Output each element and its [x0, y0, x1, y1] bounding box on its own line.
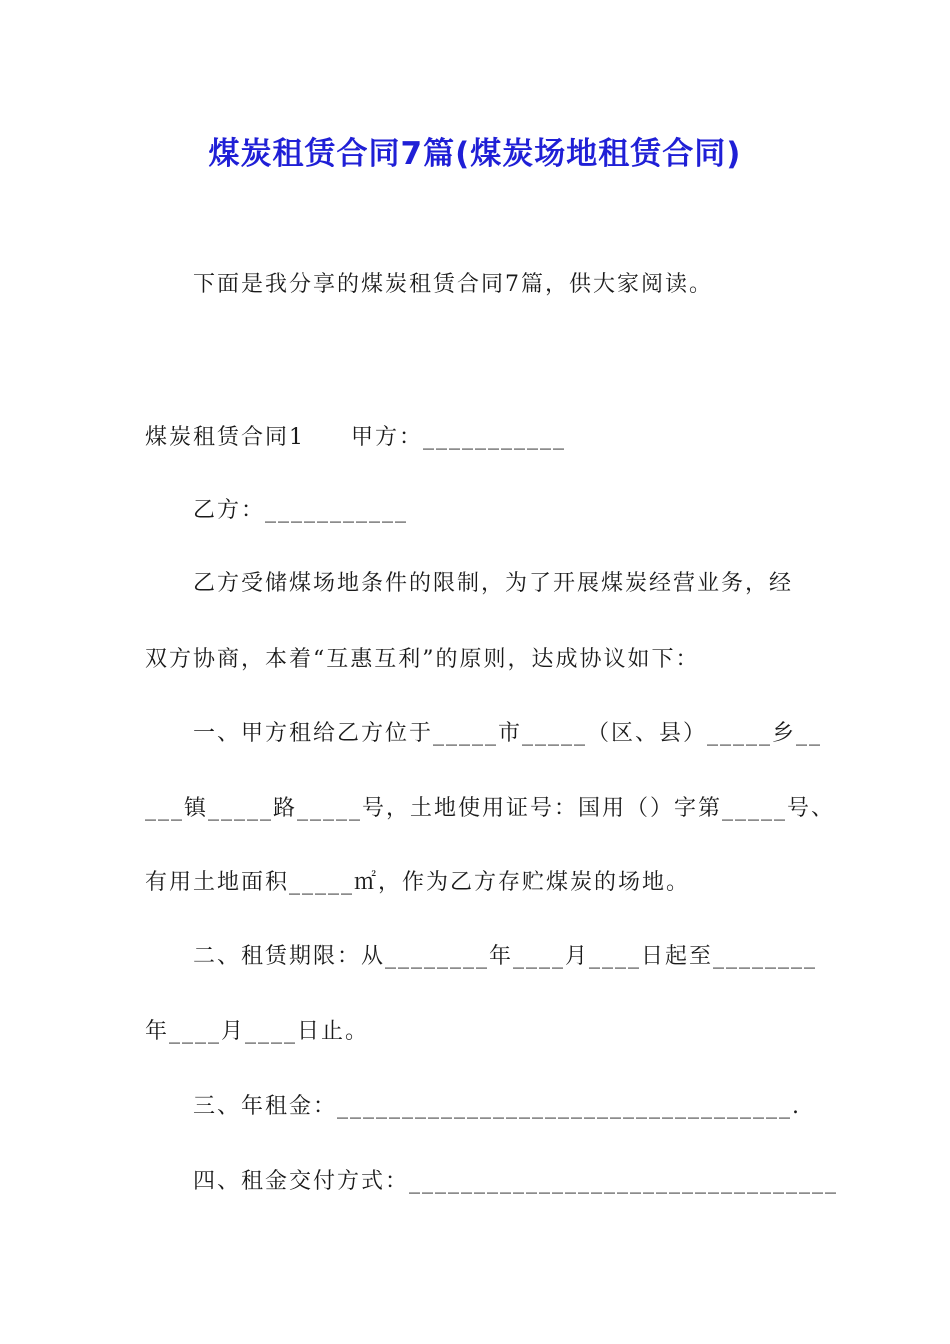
party-a-field: 甲方：___________ [351, 425, 567, 450]
contract-heading: 煤炭租赁合同1 [145, 425, 305, 450]
paragraph-3-line-2: 年____月____日止。 [145, 1019, 370, 1044]
paragraph-2-line-2: ___镇_____路_____号，土地使用证号：国用（）字第_____号、 [145, 796, 836, 821]
paragraph-1-line-1: 乙方受储煤场地条件的限制，为了开展煤炭经营业务，经 [193, 571, 794, 596]
party-b-field: 乙方：___________ [193, 498, 409, 523]
contract-heading-line [145, 423, 566, 453]
paragraph-4: 三、年租金：___________________________________. [193, 1094, 801, 1119]
intro-text: 下面是我分享的煤炭租赁合同7篇，供大家阅读。 [193, 272, 713, 297]
paragraph-2-line-1: 一、甲方租给乙方位于_____市_____（区、县）_____乡__ [193, 721, 823, 746]
paragraph-5: 四、租金交付方式：_________________________________ [193, 1169, 839, 1194]
paragraph-1-line-2: 双方协商，本着“互惠互利”的原则，达成协议如下： [145, 647, 700, 672]
paragraph-3-line-1: 二、租赁期限：从________年____月____日起至________ [193, 944, 818, 969]
document-title: 煤炭租赁合同7篇(煤炭场地租赁合同) [208, 136, 742, 172]
paragraph-2-line-3: 有用土地面积_____㎡，作为乙方存贮煤炭的场地。 [145, 870, 691, 895]
